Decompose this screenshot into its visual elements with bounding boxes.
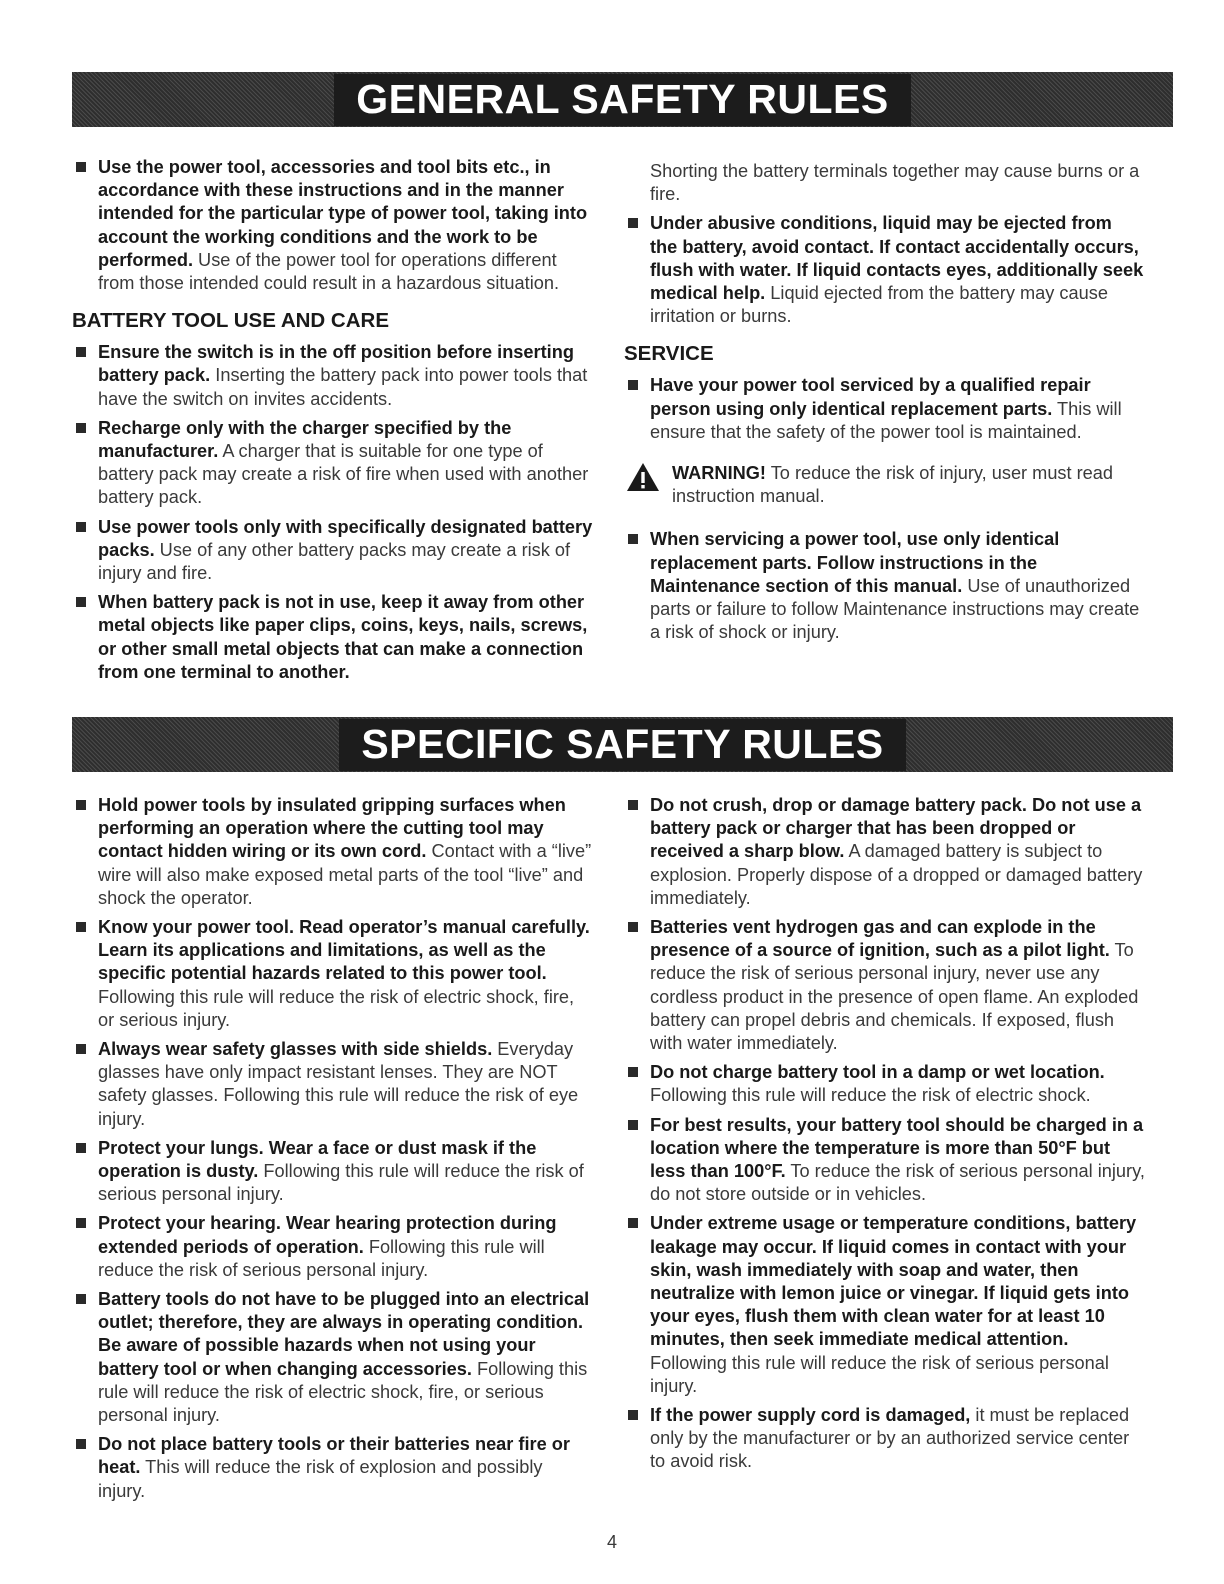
rule-bold-text: If the power supply cord is damaged,	[650, 1405, 971, 1426]
rule-text: A damaged battery is subject to explosion. Properly dispose of a dropped or damaged battery immediately.	[650, 841, 1143, 908]
square-bullet-icon	[76, 522, 86, 532]
warning-text: To reduce the risk of injury, user must read instruction manual.	[672, 463, 1114, 507]
service-heading: SERVICE	[624, 342, 714, 366]
rule-bold-text: Protect your lungs. Wear a face or dust mask if the operation is dusty.	[98, 1137, 537, 1182]
rule-text: This will reduce the risk of explosion and possibly injury.	[98, 1457, 543, 1501]
warning-label: WARNING!	[672, 463, 766, 484]
specific-rule-item	[624, 1114, 1146, 1207]
rule-text: Use of unauthorized parts or failure to follow Maintenance instructions may create a risk of shock or injury.	[650, 575, 1140, 643]
specific-rule-item	[624, 1212, 1146, 1398]
battery-rule-item	[72, 417, 594, 510]
square-bullet-icon	[628, 1067, 638, 1077]
rule-bold-text: Recharge only with the charger specified by the manufacturer.	[98, 417, 512, 462]
rule-bold-text: Have your power tool serviced by a qualified repair person using only identical replacement parts.	[650, 375, 1091, 419]
general-intro-item	[72, 156, 594, 295]
general-safety-rules-banner	[72, 72, 1173, 127]
general-rules-right-column	[624, 160, 1144, 650]
specific-rule-item	[624, 794, 1146, 910]
rule-text: A charger that is suitable for one type of battery pack may create a risk of fire when used with another battery pack.	[98, 441, 589, 508]
page-number: 4	[606, 1532, 617, 1552]
specific-safety-rules-banner	[72, 717, 1173, 772]
specific-rule-item	[72, 1137, 594, 1207]
rule-text: Everyday glasses have only impact resistant lenses. They are NOT safety glasses. Following this rule will reduce the risk of eye injury.	[98, 1039, 579, 1129]
rule-text: This will ensure that the safety of the power tool is maintained.	[650, 398, 1122, 442]
rule-text: To reduce the risk of serious personal injury, never use any cordless product in the presence of open flame. An exploded battery can propel debris and chemicals. If exposed, flush with water immediately.	[650, 940, 1139, 1054]
square-bullet-icon	[76, 423, 86, 433]
rule-text: Following this rule will reduce the risk of serious personal injury.	[98, 1161, 584, 1205]
rule-bold-text: Always wear safety glasses with side shields.	[98, 1039, 493, 1060]
rule-text: Contact with a “live” wire will also make exposed metal parts of the tool “live” and shock the operator.	[98, 841, 592, 908]
rule-bold-text: For best results, your battery tool should be charged in a location where the temperature is more than 50°F but less than 100°F.	[650, 1114, 1144, 1182]
battery-rule-item	[72, 591, 594, 684]
square-bullet-icon	[76, 1218, 86, 1228]
rule-text: it must be replaced only by the manufacturer or by an authorized service center to avoid risk.	[650, 1405, 1130, 1472]
specific-rule-item	[72, 794, 594, 910]
warning-triangle-icon	[626, 462, 660, 492]
specific-rule-item	[72, 1288, 594, 1427]
rule-bold-text: Use the power tool, accessories and tool bits etc., in accordance with these instructions and in the manner intended for the particular type of power tool, taking into account the working conditions and the work to be performed.	[98, 157, 588, 270]
square-bullet-icon	[76, 1143, 86, 1153]
warning-notice	[624, 462, 1144, 508]
rule-bold-text: Batteries vent hydrogen gas and can explode in the presence of a source of ignition, such as a pilot light.	[650, 917, 1110, 961]
continued-text: Shorting the battery terminals together may cause burns or a fire.	[650, 161, 1140, 205]
rule-bold-text: Protect your hearing. Wear hearing protection during extended periods of operation.	[98, 1213, 557, 1257]
square-bullet-icon	[76, 597, 86, 607]
square-bullet-icon	[628, 218, 638, 228]
rule-text: Use of any other battery packs may create a risk of injury and fire.	[98, 539, 571, 584]
battery-tool-use-heading: BATTERY TOOL USE AND CARE	[72, 309, 390, 333]
rule-bold-text: Do not charge battery tool in a damp or wet location.	[650, 1062, 1105, 1083]
square-bullet-icon	[76, 347, 86, 357]
rule-bold-text: Hold power tools by insulated gripping surfaces when performing an operation where the cutting tool may contact hidden wiring or its own cord.	[98, 795, 566, 862]
specific-rule-item	[72, 1212, 594, 1282]
rule-text: Following this rule will reduce the risk of electric shock, fire, or serious injury.	[98, 986, 575, 1030]
square-bullet-icon	[76, 922, 86, 932]
rule-bold-text: Do not place battery tools or their batteries near fire or heat.	[98, 1434, 570, 1478]
square-bullet-icon	[628, 534, 638, 544]
rule-text: Following this rule will reduce the risk of serious personal injury.	[98, 1236, 545, 1280]
square-bullet-icon	[628, 1410, 638, 1420]
square-bullet-icon	[76, 1044, 86, 1054]
rule-text: Following this rule will reduce the risk of electric shock.	[650, 1085, 1091, 1106]
servicing-rule-item	[624, 528, 1144, 644]
square-bullet-icon	[76, 1439, 86, 1449]
square-bullet-icon	[628, 800, 638, 810]
specific-rule-item	[624, 1061, 1146, 1107]
specific-rule-item	[624, 1404, 1146, 1474]
specific-rules-left-column	[72, 794, 594, 1509]
specific-rules-right-column	[624, 794, 1146, 1480]
square-bullet-icon	[76, 162, 86, 172]
rule-text: Use of the power tool for operations different from those intended could result in a hazardous situation.	[98, 249, 560, 294]
specific-rule-item	[72, 1038, 594, 1131]
specific-rule-item	[72, 916, 594, 1032]
rule-bold-text: Use power tools only with specifically designated battery packs.	[98, 516, 593, 560]
liquid-ejection-item	[624, 212, 1144, 328]
service-rule-item	[624, 374, 1144, 444]
rule-bold-text: When servicing a power tool, use only identical replacement parts. Follow instructions in the Maintenance section of this manual.	[650, 529, 1060, 596]
rule-text: Liquid ejected from the battery may cause irritation or burns.	[650, 283, 1108, 327]
specific-rule-item	[624, 916, 1146, 1055]
battery-rule-item	[72, 341, 594, 411]
specific-rule-item	[72, 1433, 594, 1503]
square-bullet-icon	[628, 380, 638, 390]
square-bullet-icon	[628, 922, 638, 932]
rule-bold-text: When battery pack is not in use, keep it away from other metal objects like paper clips, coins, keys, nails, screws, or other small metal objects that can make a connection from one terminal to another.	[98, 592, 588, 682]
general-rules-left-column	[72, 156, 594, 690]
rule-text: Following this rule will reduce the risk of serious personal injury.	[650, 1352, 1109, 1396]
square-bullet-icon	[628, 1218, 638, 1228]
rule-bold-text: Under abusive conditions, liquid may be ejected from the battery, avoid contact. If contact accidentally occurs, flush with water. If liquid contacts eyes, additionally seek medical help.	[650, 213, 1144, 304]
square-bullet-icon	[628, 1120, 638, 1130]
square-bullet-icon	[76, 800, 86, 810]
rule-text: Inserting the battery pack into power tools that have the switch on invites accidents.	[98, 365, 588, 409]
rule-text: To reduce the risk of serious personal injury, do not store outside or in vehicles.	[650, 1161, 1145, 1205]
rule-bold-text: Do not crush, drop or damage battery pack. Do not use a battery pack or charger that has been dropped or received a sharp blow.	[650, 795, 1142, 862]
rule-text: Following this rule will reduce the risk of electric shock, fire, or serious personal injury.	[98, 1358, 588, 1426]
battery-rule-item	[72, 516, 594, 586]
general-safety-rules-title: GENERAL SAFETY RULES	[334, 74, 910, 126]
rule-bold-text: Know your power tool. Read operator’s manual carefully. Learn its applications and limitations, as well as the specific potential hazards related to this power tool.	[98, 917, 590, 984]
rule-bold-text: Under extreme usage or temperature conditions, battery leakage may occur. If liquid comes in contact with your skin, wash immediately with soap and water, then neutralize with lemon juice or vinegar. If liquid gets into your eyes, flush them with clean water for at least 10 minutes, then seek immediate medical attention.	[650, 1213, 1137, 1350]
rule-bold-text: Ensure the switch is in the off position before inserting battery pack.	[98, 342, 574, 386]
square-bullet-icon	[76, 1294, 86, 1304]
rule-bold-text: Battery tools do not have to be plugged into an electrical outlet; therefore, they are always in operating condition. Be aware of possible hazards when not using your battery tool or when changing accessories.	[98, 1289, 590, 1379]
specific-safety-rules-title: SPECIFIC SAFETY RULES	[339, 719, 905, 771]
